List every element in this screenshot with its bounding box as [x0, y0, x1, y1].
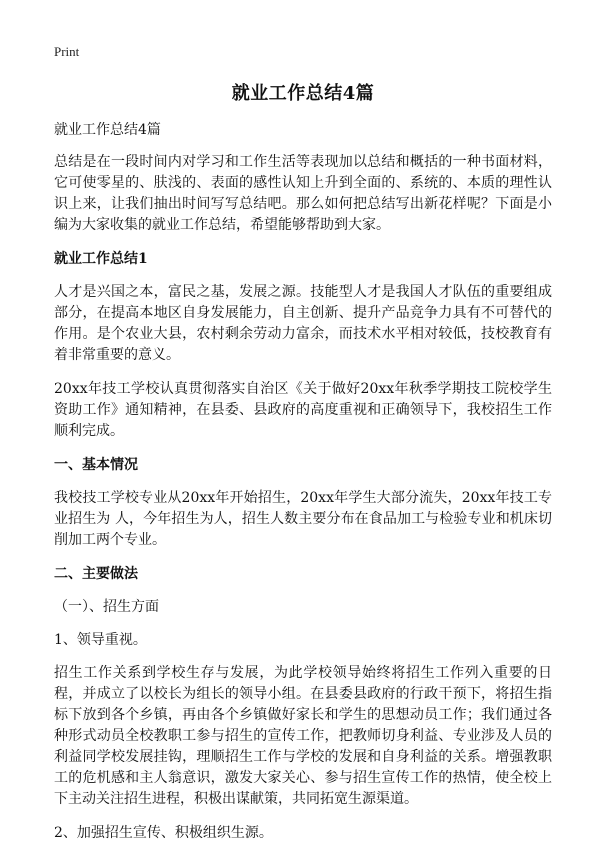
section-1-heading: 就业工作总结1 — [54, 251, 148, 267]
basic-situation-heading: 一、基本情况 — [54, 457, 138, 473]
basic-situation-paragraph: 我校技工学校专业从20xx年开始招生，20xx年学生大部分流失，20xx年技工专业招生为 人，今年招生为人，招生人数主要分布在食品加工与检验专业和机床切削加工两个专业。 — [54, 490, 552, 548]
item-1-title: 1、领导重视。 — [54, 632, 147, 648]
print-link[interactable]: Print — [54, 44, 80, 59]
document-title: 就业工作总结4篇 — [231, 83, 375, 104]
document-subtitle: 就业工作总结4篇 — [54, 122, 161, 138]
main-practices-heading: 二、主要做法 — [54, 566, 138, 582]
item-2-title: 2、加强招生宣传、积极组织生源。 — [54, 825, 273, 841]
item-1-paragraph: 招生工作关系到学校生存与发展，为此学校领导始终将招生工作列入重要的日程，并成立了以校长为组长的领导小组。在县委县政府的行政干预下，将招生指标下放到各个乡镇，再由各个乡镇做好家长和学生的思想动员工作；我们通过各种形式动员全校教职工参与招生的宣传工作，把教师切身利益、专业涉及人员的利益同学校发展挂钩，理顺招生工作与学校的发展和自身利益的关系。增强教职工的危机感和主人翁意识，激发大家关心、参与招生宣传工作的热情，使全校上下主动关注招生进程，积极出谋献策，共同拓宽生源渠道。 — [54, 665, 552, 807]
section-1-paragraph-1: 人才是兴国之本，富民之基，发展之源。技能型人才是我国人才队伍的重要组成部分，在提高本地区自身发展能力，自主创新、提升产品竞争力具有不可替代的作用。是个农业大县，农村剩余劳动力富余，而技术水平相对较低，技校教育有着非常重要的意义。 — [54, 284, 552, 363]
section-1-paragraph-2: 20xx年技工学校认真贯彻落实自治区《关于做好20xx年秋季学期技工院校学生资助工作》通知精神，在县委、县政府的高度重视和正确领导下，我校招生工作顺利完成。 — [54, 381, 552, 439]
intro-paragraph: 总结是在一段时间内对学习和工作生活等表现加以总结和概括的一种书面材料，它可使零星的、肤浅的、表面的感性认知上升到全面的、系统的、本质的理性认识上来，让我们抽出时间写写总结吧。那么如何把总结写出新花样呢？下面是小编为大家收集的就业工作总结，希望能够帮助到大家。 — [54, 154, 552, 233]
recruitment-subheading: （一）、招生方面 — [54, 599, 159, 615]
